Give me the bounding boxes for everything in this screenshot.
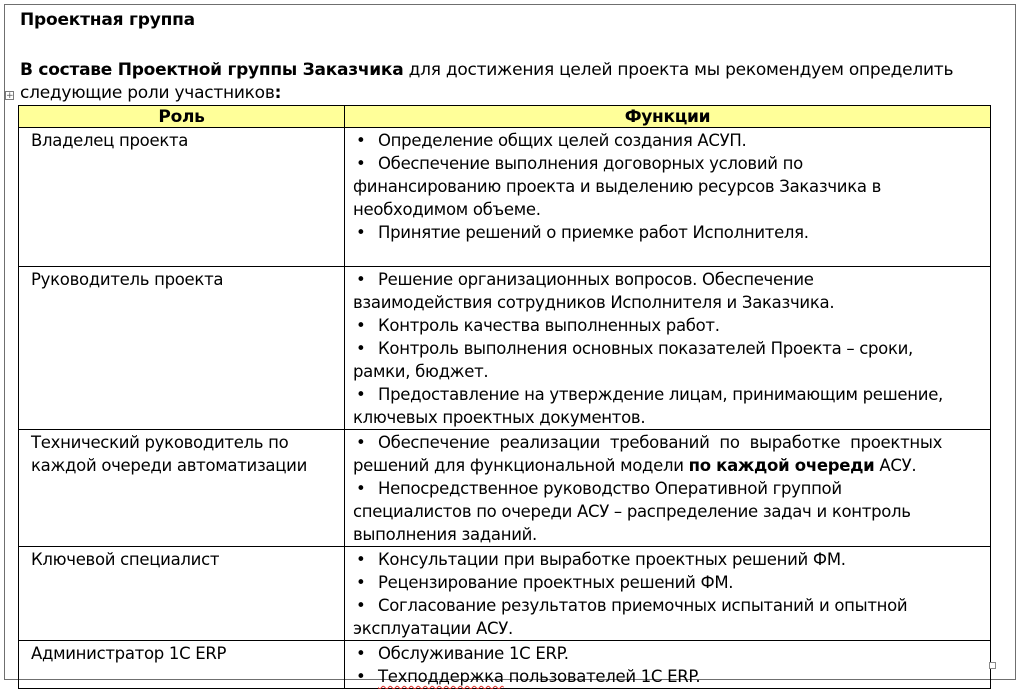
header-functions: Функции [345,106,991,128]
function-text: Консультации при выработке проектных решений ФМ. [378,550,846,569]
bullet-icon: • [356,270,366,289]
table-row-tech-lead [19,430,991,547]
function-item [353,221,986,244]
function-text: Обеспечение выполнения договорных условий по [378,154,803,173]
bullet-icon: • [356,573,366,592]
bullet-icon: • [356,667,366,686]
function-item [353,548,986,571]
functions-cell [345,641,991,689]
role-cell [19,641,345,689]
role-cell [19,128,345,267]
role-cell [19,430,345,547]
misspelled-word[interactable]: Техподдержка [378,667,504,686]
function-text: Непосредственное руководство Оперативной группой [378,479,842,498]
function-text: финансированию проекта и выделению ресурсов Заказчика в [353,177,882,196]
function-text: Обслуживание 1С ERP. [378,644,569,663]
functions-cell [345,128,991,267]
function-item [353,268,986,314]
function-item [353,152,986,221]
bullet-icon: • [356,131,366,150]
function-item [353,431,986,477]
table-resize-handle-icon[interactable] [989,662,996,669]
function-text: Определение общих целей создания АСУП. [378,131,747,150]
intro-colon: : [274,83,282,103]
function-text: решений для функциональной модели [353,456,689,475]
function-text: Контроль качества выполненных работ. [378,316,720,335]
function-item [353,129,986,152]
function-item [353,571,986,594]
role-name: Владелец проекта [31,131,189,150]
role-name: Руководитель проекта [31,270,224,289]
function-text: необходимом объеме. [353,200,541,219]
functions-cell [345,430,991,547]
functions-cell [345,547,991,641]
function-text: рамки, бюджет. [353,362,489,381]
function-item [353,337,986,383]
table-move-handle-icon[interactable]: + [6,91,14,101]
bullet-icon: • [356,596,366,615]
function-text: Решение организационных вопросов. Обеспечение [378,270,814,289]
function-text: Принятие решений о приемке работ Исполнителя. [378,223,809,242]
bullet-icon: • [356,316,366,335]
function-text: пользователей 1С ERP. [503,667,701,686]
function-item [353,665,986,688]
bullet-icon: • [356,385,366,404]
function-text: АСУ. [874,456,917,475]
function-item [353,314,986,337]
function-text: взаимодействия сотрудников Исполнителя и Заказчика. [353,293,835,312]
header-role: Роль [19,106,345,128]
role-cell [19,267,345,430]
table-header-row [19,106,991,128]
function-text-line [353,454,986,477]
roles-table [18,105,991,689]
function-text: Предоставление на утверждение лицам, принимающим решение, [378,385,943,404]
bullet-icon: • [356,479,366,498]
bullet-icon: • [356,433,366,452]
function-item [353,642,986,665]
bullet-icon: • [356,644,366,663]
bullet-icon: • [356,154,366,173]
intro-bold-text: В составе Проектной группы Заказчика [20,60,404,80]
bullet-icon: • [356,223,366,242]
table-row-admin [19,641,991,689]
function-item [353,594,986,640]
function-text: выполнения заданий. [353,525,537,544]
intro-text-line1: для достижения целей проекта мы рекомендуем определить [403,60,954,80]
table-row-manager [19,267,991,430]
function-text: Согласование результатов приемочных испытаний и опытной [378,596,908,615]
role-cell [19,547,345,641]
intro-text-line2: следующие роли участников [20,83,275,103]
function-text: специалистов по очереди АСУ – распределение задач и контроль [353,502,911,521]
intro-paragraph [20,59,1005,105]
page-title: Проектная группа [20,10,195,30]
bullet-icon: • [356,550,366,569]
bullet-icon: • [356,339,366,358]
role-name: каждой очереди автоматизации [31,456,308,475]
role-name: Технический руководитель по [31,433,289,452]
role-name: Ключевой специалист [31,550,220,569]
table-row-key-specialist [19,547,991,641]
function-text: ключевых проектных документов. [353,408,646,427]
function-text: Обеспечение реализации требований по выработке проектных [378,433,943,452]
function-text-bold: по каждой очереди [688,456,875,475]
functions-cell [345,267,991,430]
function-item [353,383,986,429]
role-name: Администратор 1С ERP [31,644,227,663]
function-text: Контроль выполнения основных показателей Проекта – сроки, [378,339,913,358]
function-text: Рецензирование проектных решений ФМ. [378,573,734,592]
function-item [353,477,986,546]
table-row-owner [19,128,991,267]
function-text: эксплуатации АСУ. [353,619,513,638]
